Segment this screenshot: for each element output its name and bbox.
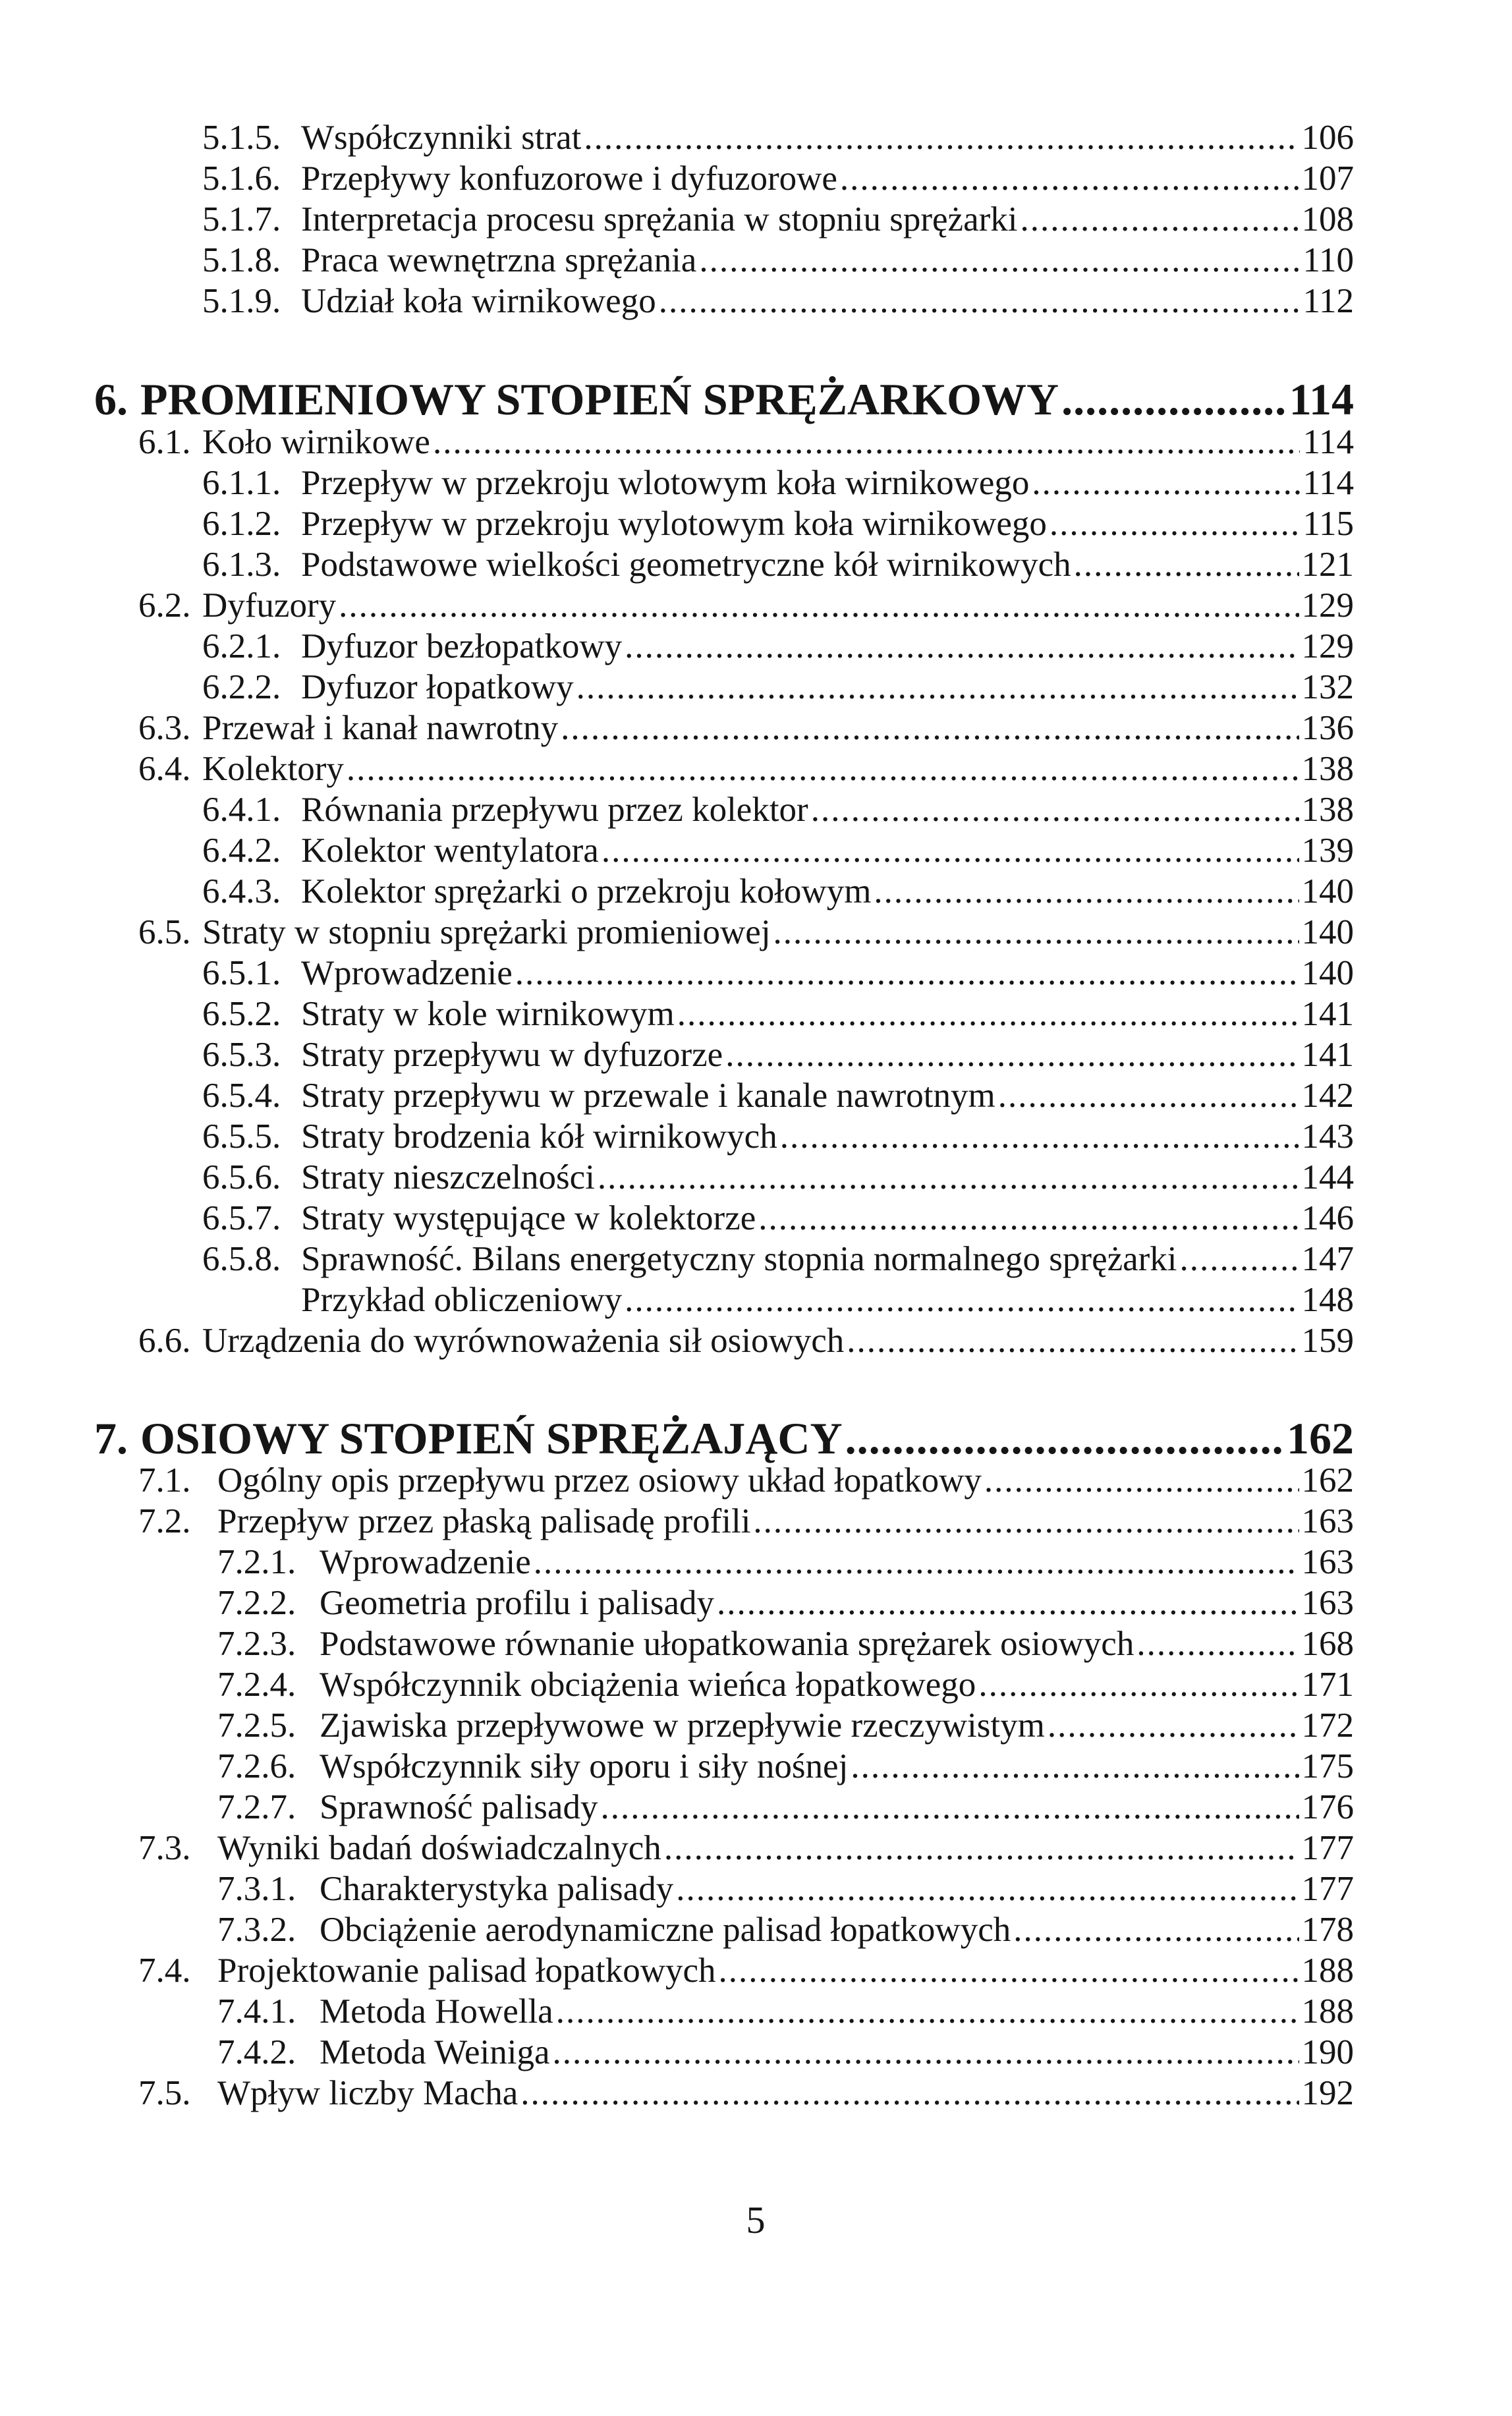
entry-number: 7.4.1. — [217, 1992, 296, 2031]
entry-title: Geometria profilu i palisady — [320, 1584, 715, 1622]
entry-number: 6.2.2. — [202, 668, 281, 706]
toc-entry — [217, 1909, 1354, 1950]
entry-title: Dyfuzor bezłopatkowy — [301, 627, 623, 665]
entry-title: Równania przepływu przez kolektor — [301, 791, 808, 829]
entry-number: 7.2.5. — [217, 1706, 296, 1745]
entry-number: 6.3. — [138, 709, 191, 747]
entry-page: 192 — [1301, 2074, 1354, 2112]
entry-page: 178 — [1301, 1911, 1354, 1949]
toc-entry — [138, 2073, 1354, 2114]
dot-leader — [625, 626, 1299, 667]
entry-title: Przepływy konfuzorowe i dyfuzorowe — [301, 159, 837, 198]
entry-title: Przepływ w przekroju wlotowym koła wirnikowego — [301, 464, 1030, 502]
entry-title: PROMIENIOWY STOPIEŃ SPRĘŻARKOWY — [140, 374, 1059, 424]
toc-entry — [202, 871, 1354, 912]
dot-leader — [1136, 1623, 1299, 1664]
entry-number: 7.4.2. — [217, 2033, 296, 2071]
dot-leader — [845, 1413, 1284, 1464]
entry-page: 138 — [1301, 791, 1354, 829]
entry-title: Sprawność palisady — [320, 1788, 598, 1826]
entry-number: 6. — [94, 374, 128, 424]
toc-entry — [138, 1501, 1354, 1542]
entry-title: Metoda Weiniga — [320, 2033, 550, 2071]
entry-number: 7.3.2. — [217, 1911, 296, 1949]
dot-leader — [874, 871, 1299, 912]
entry-title: Kolektor wentylatora — [301, 831, 599, 870]
toc-entry — [202, 158, 1354, 199]
entry-number: 6.5.7. — [202, 1199, 281, 1237]
entry-page: 129 — [1301, 627, 1354, 665]
toc-entry — [217, 1746, 1354, 1787]
toc-entry — [217, 1542, 1354, 1583]
entry-number: 7.3.1. — [217, 1870, 296, 1908]
entry-page: 108 — [1301, 200, 1354, 239]
entry-number: 6.5.4. — [202, 1077, 281, 1115]
entry-page: 146 — [1301, 1199, 1354, 1237]
toc-entry — [202, 463, 1354, 503]
dot-leader — [984, 1460, 1299, 1501]
entry-number: 6.4. — [138, 750, 191, 788]
dot-leader — [758, 1198, 1299, 1239]
entry-title: Wprowadzenie — [301, 954, 513, 992]
dot-leader — [978, 1664, 1299, 1705]
toc-entry — [138, 1828, 1354, 1868]
entry-number: 7.4. — [138, 1952, 191, 1990]
entry-number: 7.1. — [138, 1461, 191, 1500]
toc-entry — [217, 1787, 1354, 1828]
dot-leader — [1032, 463, 1300, 503]
entry-number: 5.1.6. — [202, 159, 281, 198]
entry-page: 143 — [1301, 1117, 1354, 1156]
entry-number: 6.1. — [138, 423, 191, 461]
toc-entry — [202, 994, 1354, 1034]
toc-entry — [202, 1239, 1354, 1279]
entry-number: 6.4.2. — [202, 831, 281, 870]
entry-number: 6.5.1. — [202, 954, 281, 992]
toc-entry — [202, 1157, 1354, 1198]
entry-page: 139 — [1301, 831, 1354, 870]
entry-page: 163 — [1301, 1502, 1354, 1540]
entry-page: 136 — [1301, 709, 1354, 747]
entry-title: Podstawowe wielkości geometryczne kół wirnikowych — [301, 546, 1071, 584]
entry-page: 144 — [1301, 1158, 1354, 1196]
entry-number: 6.6. — [138, 1322, 191, 1360]
entry-page: 177 — [1301, 1870, 1354, 1908]
entry-number: 7.2.7. — [217, 1788, 296, 1826]
dot-leader — [659, 281, 1301, 322]
entry-title: Przewał i kanał nawrotny — [202, 709, 559, 747]
entry-number: 6.5.5. — [202, 1117, 281, 1156]
entry-number: 5.1.5. — [202, 119, 281, 157]
entry-title: Kolektory — [202, 750, 344, 788]
entry-title: Przepływ w przekroju wylotowym koła wirnikowego — [301, 505, 1047, 543]
entry-page: 129 — [1301, 586, 1354, 625]
toc-entry — [138, 1460, 1354, 1501]
entry-title: Zjawiska przepływowe w przepływie rzeczywistym — [320, 1706, 1045, 1745]
dot-leader — [556, 1991, 1299, 2032]
dot-leader — [584, 117, 1299, 158]
toc-entry — [217, 1583, 1354, 1623]
toc-entry — [138, 1950, 1354, 1991]
entry-title: Dyfuzory — [202, 586, 337, 625]
entry-title: Straty nieszczelności — [301, 1158, 595, 1196]
toc-entry — [217, 1623, 1354, 1664]
toc-entry — [202, 281, 1354, 322]
dot-leader — [520, 2073, 1299, 2114]
dot-leader — [676, 1868, 1299, 1909]
dot-leader — [347, 748, 1299, 789]
toc-entry — [202, 830, 1354, 871]
dot-leader — [1061, 374, 1287, 425]
dot-leader — [515, 953, 1299, 994]
entry-title: Straty brodzenia kół wirnikowych — [301, 1117, 777, 1156]
dot-leader — [840, 158, 1299, 199]
entry-page: 140 — [1301, 872, 1354, 911]
entry-page: 107 — [1301, 159, 1354, 198]
entry-title: Wpływ liczby Macha — [217, 2074, 518, 2112]
entry-number: 7.5. — [138, 2074, 191, 2112]
entry-page: 141 — [1301, 995, 1354, 1033]
dot-leader — [602, 830, 1299, 871]
toc-entry — [217, 1664, 1354, 1705]
entry-number: 5.1.8. — [202, 241, 281, 279]
entry-number: 6.2. — [138, 586, 191, 625]
entry-number: 7.3. — [138, 1829, 191, 1867]
entry-page: 114 — [1289, 374, 1354, 424]
toc-entry — [202, 544, 1354, 585]
entry-number: 6.4.1. — [202, 791, 281, 829]
toc-entry — [202, 789, 1354, 830]
entry-title: Interpretacja procesu sprężania w stopniu sprężarki — [301, 200, 1018, 239]
entry-page: 163 — [1301, 1584, 1354, 1622]
entry-title: Kolektor sprężarki o przekroju kołowym — [301, 872, 872, 911]
toc-entry — [202, 1198, 1354, 1239]
entry-page: 138 — [1301, 750, 1354, 788]
toc-entry — [217, 2032, 1354, 2073]
toc-entry — [202, 1075, 1354, 1116]
dot-leader — [998, 1075, 1299, 1116]
dot-leader — [339, 585, 1299, 626]
entry-page: 162 — [1287, 1413, 1354, 1463]
toc-entry — [202, 503, 1354, 544]
entry-page: 140 — [1301, 954, 1354, 992]
toc-entry — [138, 422, 1354, 463]
entry-page: 162 — [1301, 1461, 1354, 1500]
toc-entry — [138, 912, 1354, 953]
entry-title: Podstawowe równanie ułopatkowania sprężarek osiowych — [320, 1625, 1134, 1663]
dot-leader — [552, 2032, 1299, 2073]
entry-page: 176 — [1301, 1788, 1354, 1826]
entry-page: 114 — [1302, 464, 1354, 502]
dot-leader — [625, 1279, 1299, 1320]
entry-title: Ogólny opis przepływu przez osiowy układ łopatkowy — [217, 1461, 982, 1500]
toc-entry — [138, 748, 1354, 789]
dot-leader — [1074, 544, 1299, 585]
entry-number: 6.5.3. — [202, 1036, 281, 1074]
toc-entry — [202, 117, 1354, 158]
entry-number: 6.5. — [138, 913, 191, 951]
entry-number: 7.2.2. — [217, 1584, 296, 1622]
entry-title: Koło wirnikowe — [202, 423, 430, 461]
dot-leader — [598, 1157, 1299, 1198]
entry-number: 6.5.8. — [202, 1240, 281, 1278]
dot-leader — [1013, 1909, 1299, 1950]
dot-leader — [677, 994, 1299, 1034]
entry-page: 112 — [1302, 282, 1354, 320]
entry-title: Praca wewnętrzna sprężania — [301, 241, 697, 279]
toc-entry — [217, 1868, 1354, 1909]
dot-leader — [699, 240, 1300, 281]
entry-title: Straty w stopniu sprężarki promieniowej — [202, 913, 771, 951]
entry-title: Straty w kole wirnikowym — [301, 995, 675, 1033]
entry-number: 6.2.1. — [202, 627, 281, 665]
entry-number: 6.5.2. — [202, 995, 281, 1033]
chapter-entry — [94, 374, 1354, 425]
entry-title: Straty przepływu w przewale i kanale nawrotnym — [301, 1077, 995, 1115]
entry-page: 142 — [1301, 1077, 1354, 1115]
dot-leader — [811, 789, 1299, 830]
dot-leader — [719, 1950, 1299, 1991]
entry-page: 171 — [1301, 1666, 1354, 1704]
entry-page: 190 — [1301, 2033, 1354, 2071]
entry-page: 121 — [1301, 546, 1354, 584]
entry-page: 188 — [1301, 1992, 1354, 2031]
entry-page: 188 — [1301, 1952, 1354, 1990]
entry-title: Sprawność. Bilans energetyczny stopnia normalnego sprężarki — [301, 1240, 1177, 1278]
toc-entry — [202, 667, 1354, 708]
entry-number: 6.5.6. — [202, 1158, 281, 1196]
toc-entry — [202, 1034, 1354, 1075]
dot-leader — [534, 1542, 1299, 1583]
entry-number: 7.2.1. — [217, 1543, 296, 1581]
toc-entry — [217, 1991, 1354, 2032]
entry-page: 147 — [1301, 1240, 1354, 1278]
toc-entry — [138, 1320, 1354, 1361]
dot-leader — [780, 1116, 1299, 1157]
entry-title: Urządzenia do wyrównoważenia sił osiowych — [202, 1322, 845, 1360]
entry-page: 175 — [1301, 1747, 1354, 1785]
entry-title: Wyniki badań doświadczalnych — [217, 1829, 661, 1867]
dot-leader — [847, 1320, 1299, 1361]
entry-title: Współczynnik obciążenia wieńca łopatkowego — [320, 1666, 976, 1704]
page-number: 5 — [746, 2199, 766, 2241]
entry-page: 168 — [1301, 1625, 1354, 1663]
dot-leader — [433, 422, 1301, 463]
entry-number: 7. — [94, 1413, 128, 1463]
entry-number: 7.2.3. — [217, 1625, 296, 1663]
dot-leader — [851, 1746, 1299, 1787]
entry-number: 6.1.2. — [202, 505, 281, 543]
entry-page: 140 — [1301, 913, 1354, 951]
entry-number: 6.1.1. — [202, 464, 281, 502]
toc-entry — [138, 585, 1354, 626]
entry-page: 148 — [1301, 1281, 1354, 1319]
dot-leader — [600, 1787, 1299, 1828]
entry-title: Współczynnik siły oporu i siły nośnej — [320, 1747, 849, 1785]
dot-leader — [1050, 503, 1301, 544]
entry-page: 163 — [1301, 1543, 1354, 1581]
entry-page: 159 — [1301, 1322, 1354, 1360]
toc-entry — [138, 708, 1354, 748]
dot-leader — [717, 1583, 1299, 1623]
entry-title: Przykład obliczeniowy — [301, 1281, 623, 1319]
entry-number: 7.2. — [138, 1502, 191, 1540]
entry-title: Straty występujące w kolektorze — [301, 1199, 756, 1237]
entry-title: Współczynniki strat — [301, 119, 582, 157]
entry-title: Dyfuzor łopatkowy — [301, 668, 574, 706]
entry-title: Metoda Howella — [320, 1992, 553, 2031]
entry-title: Projektowanie palisad łopatkowych — [217, 1952, 716, 1990]
entry-page: 141 — [1301, 1036, 1354, 1074]
toc-entry — [202, 626, 1354, 667]
toc-entry — [202, 1116, 1354, 1157]
entry-page: 177 — [1301, 1829, 1354, 1867]
entry-page: 172 — [1301, 1706, 1354, 1745]
entry-title: Charakterystyka palisady — [320, 1870, 674, 1908]
toc-entry — [202, 1279, 1354, 1320]
toc-entry — [202, 240, 1354, 281]
entry-page: 132 — [1301, 668, 1354, 706]
entry-number: 6.4.3. — [202, 872, 281, 911]
entry-number: 6.1.3. — [202, 546, 281, 584]
entry-number: 5.1.9. — [202, 282, 281, 320]
entry-title: Udział koła wirnikowego — [301, 282, 656, 320]
dot-leader — [773, 912, 1299, 953]
entry-number: 7.2.4. — [217, 1666, 296, 1704]
dot-leader — [1180, 1239, 1299, 1279]
dot-leader — [725, 1034, 1299, 1075]
toc-entry — [217, 1705, 1354, 1746]
entry-number: 5.1.7. — [202, 200, 281, 239]
dot-leader — [1020, 199, 1299, 240]
entry-title: OSIOWY STOPIEŃ SPRĘŻAJĄCY — [140, 1413, 843, 1463]
dot-leader — [753, 1501, 1299, 1542]
entry-title: Wprowadzenie — [320, 1543, 531, 1581]
entry-title: Straty przepływu w dyfuzorze — [301, 1036, 723, 1074]
entry-page: 106 — [1301, 119, 1354, 157]
entry-title: Przepływ przez płaską palisadę profili — [217, 1502, 751, 1540]
entry-page: 115 — [1302, 505, 1354, 543]
entry-page: 110 — [1302, 241, 1354, 279]
dot-leader — [561, 708, 1299, 748]
dot-leader — [1048, 1705, 1299, 1746]
entry-number: 7.2.6. — [217, 1747, 296, 1785]
entry-title: Obciążenie aerodynamiczne palisad łopatkowych — [320, 1911, 1011, 1949]
entry-page: 114 — [1302, 423, 1354, 461]
dot-leader — [576, 667, 1299, 708]
toc-entry — [202, 953, 1354, 994]
toc-entry — [202, 199, 1354, 240]
chapter-entry — [94, 1413, 1354, 1464]
dot-leader — [664, 1828, 1299, 1868]
